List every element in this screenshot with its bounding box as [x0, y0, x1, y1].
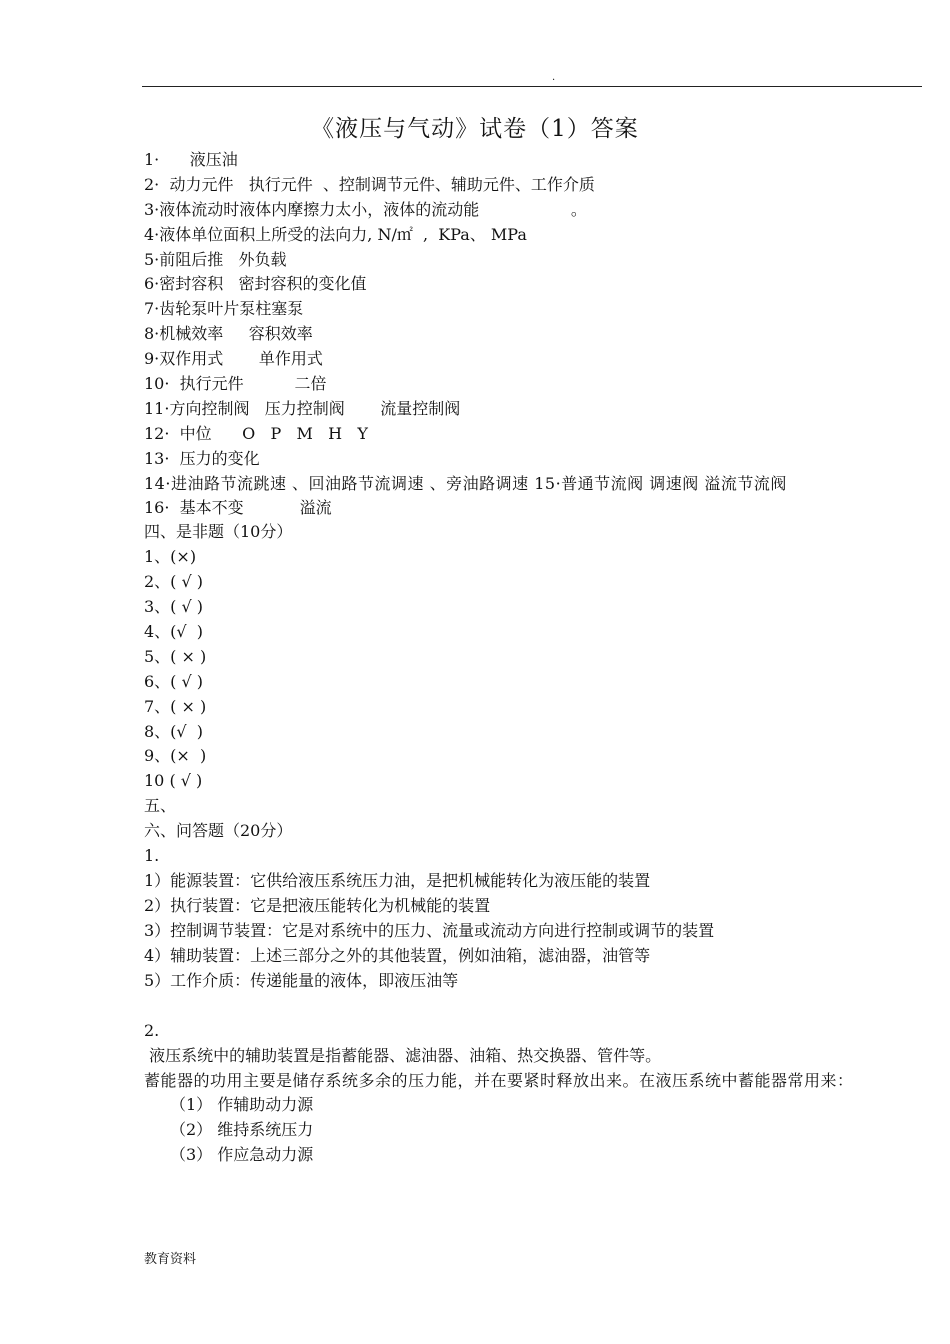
- section-heading: 五、: [144, 796, 177, 816]
- answer-line: 12· 中位 O P M H Y: [144, 423, 368, 443]
- answer-line: 5·前阻后推 外负载: [144, 249, 287, 269]
- qa-intro: 液压系统中的辅助装置是指蓄能器、滤油器、油箱、热交换器、管件等。: [144, 1046, 662, 1066]
- question-number: 1.: [144, 846, 160, 866]
- footer-label: 教育资料: [144, 1252, 197, 1267]
- tf-item: 2、( √ ): [144, 572, 204, 592]
- tf-item: 10 ( √ ): [144, 771, 203, 791]
- answer-line: 9·双作用式 单作用式: [144, 349, 323, 369]
- answer-line: 4·液体单位面积上所受的法向力, N/㎡ , KPa、 MPa: [144, 224, 527, 244]
- answer-line: 1· 液压油: [144, 150, 238, 169]
- tf-item: 7、( × ): [144, 696, 207, 716]
- answer-line: 10· 执行元件 二倍: [144, 374, 327, 394]
- section-heading: 六、问答题（20分）: [144, 821, 293, 841]
- qa-item: 4）辅助装置：上述三部分之外的其他装置，例如油箱，滤油器，油管等: [144, 945, 651, 965]
- header-dot: .: [552, 72, 556, 83]
- list-item: （3） 作应急动力源: [170, 1144, 314, 1164]
- question-number: 2.: [144, 1021, 160, 1041]
- document-title: 《液压与气动》试卷（1）答案: [311, 116, 639, 142]
- answer-line: 7·齿轮泵叶片泵柱塞泵: [144, 299, 304, 319]
- header-rule: [142, 86, 922, 87]
- tf-item: 8、(√ ): [144, 721, 204, 741]
- qa-item: 3）控制调节装置：它是对系统中的压力、流量或流动方向进行控制或调节的装置: [144, 920, 715, 940]
- tf-item: 5、( × ): [144, 646, 207, 666]
- qa-item: 1）能源装置：它供给液压系统压力油，是把机械能转化为液压能的装置: [144, 870, 651, 890]
- tf-item: 6、( √ ): [144, 671, 204, 691]
- tf-item: 9、(× ): [144, 746, 207, 766]
- fill-answers: [144, 148, 922, 472]
- section-heading: 四、是非题（10分）: [144, 522, 293, 542]
- qa-item: 5）工作介质：传递能量的液体，即液压油等: [144, 970, 459, 990]
- answer-line: 13· 压力的变化: [144, 448, 260, 468]
- document-body: [144, 148, 922, 1168]
- answer-line: 2· 动力元件 执行元件 、控制调节元件、辅助元件、工作介质: [144, 174, 595, 194]
- qa-item: 2）执行装置：它是把液压能转化为机械能的装置: [144, 895, 491, 915]
- answer-16: 16· 基本不变 溢流: [144, 497, 332, 517]
- tf-item: 1、(×): [144, 547, 197, 567]
- tf-item: 3、( √ ): [144, 597, 204, 617]
- answer-line: 3·液体流动时液体内摩擦力太小，液体的流动能 。: [144, 199, 587, 219]
- list-item: （2） 维持系统压力: [170, 1120, 314, 1140]
- tf-item: 4、(√ ): [144, 622, 204, 642]
- answer-line: 6·密封容积 密封容积的变化值: [144, 274, 367, 294]
- section-true-false: [144, 520, 922, 794]
- accumulator-uses-list: [144, 1093, 922, 1168]
- section-qa: [144, 819, 922, 1168]
- answer-14-15: 14·进油路节流跳速 、回油路节流调速 、旁油路调速 15·普通节流阀 调速阀 溢流节流阀: [144, 473, 787, 493]
- list-item: （1） 作辅助动力源: [170, 1095, 314, 1115]
- answer-line: 8·机械效率 容积效率: [144, 324, 313, 344]
- qa-paragraph: 蓄能器的功用主要是储存系统多余的压力能，并在要紧时释放出来。在液压系统中蓄能器常用来：: [144, 1071, 854, 1091]
- answer-line: 11·方向控制阀 压力控制阀 流量控制阀: [144, 398, 461, 418]
